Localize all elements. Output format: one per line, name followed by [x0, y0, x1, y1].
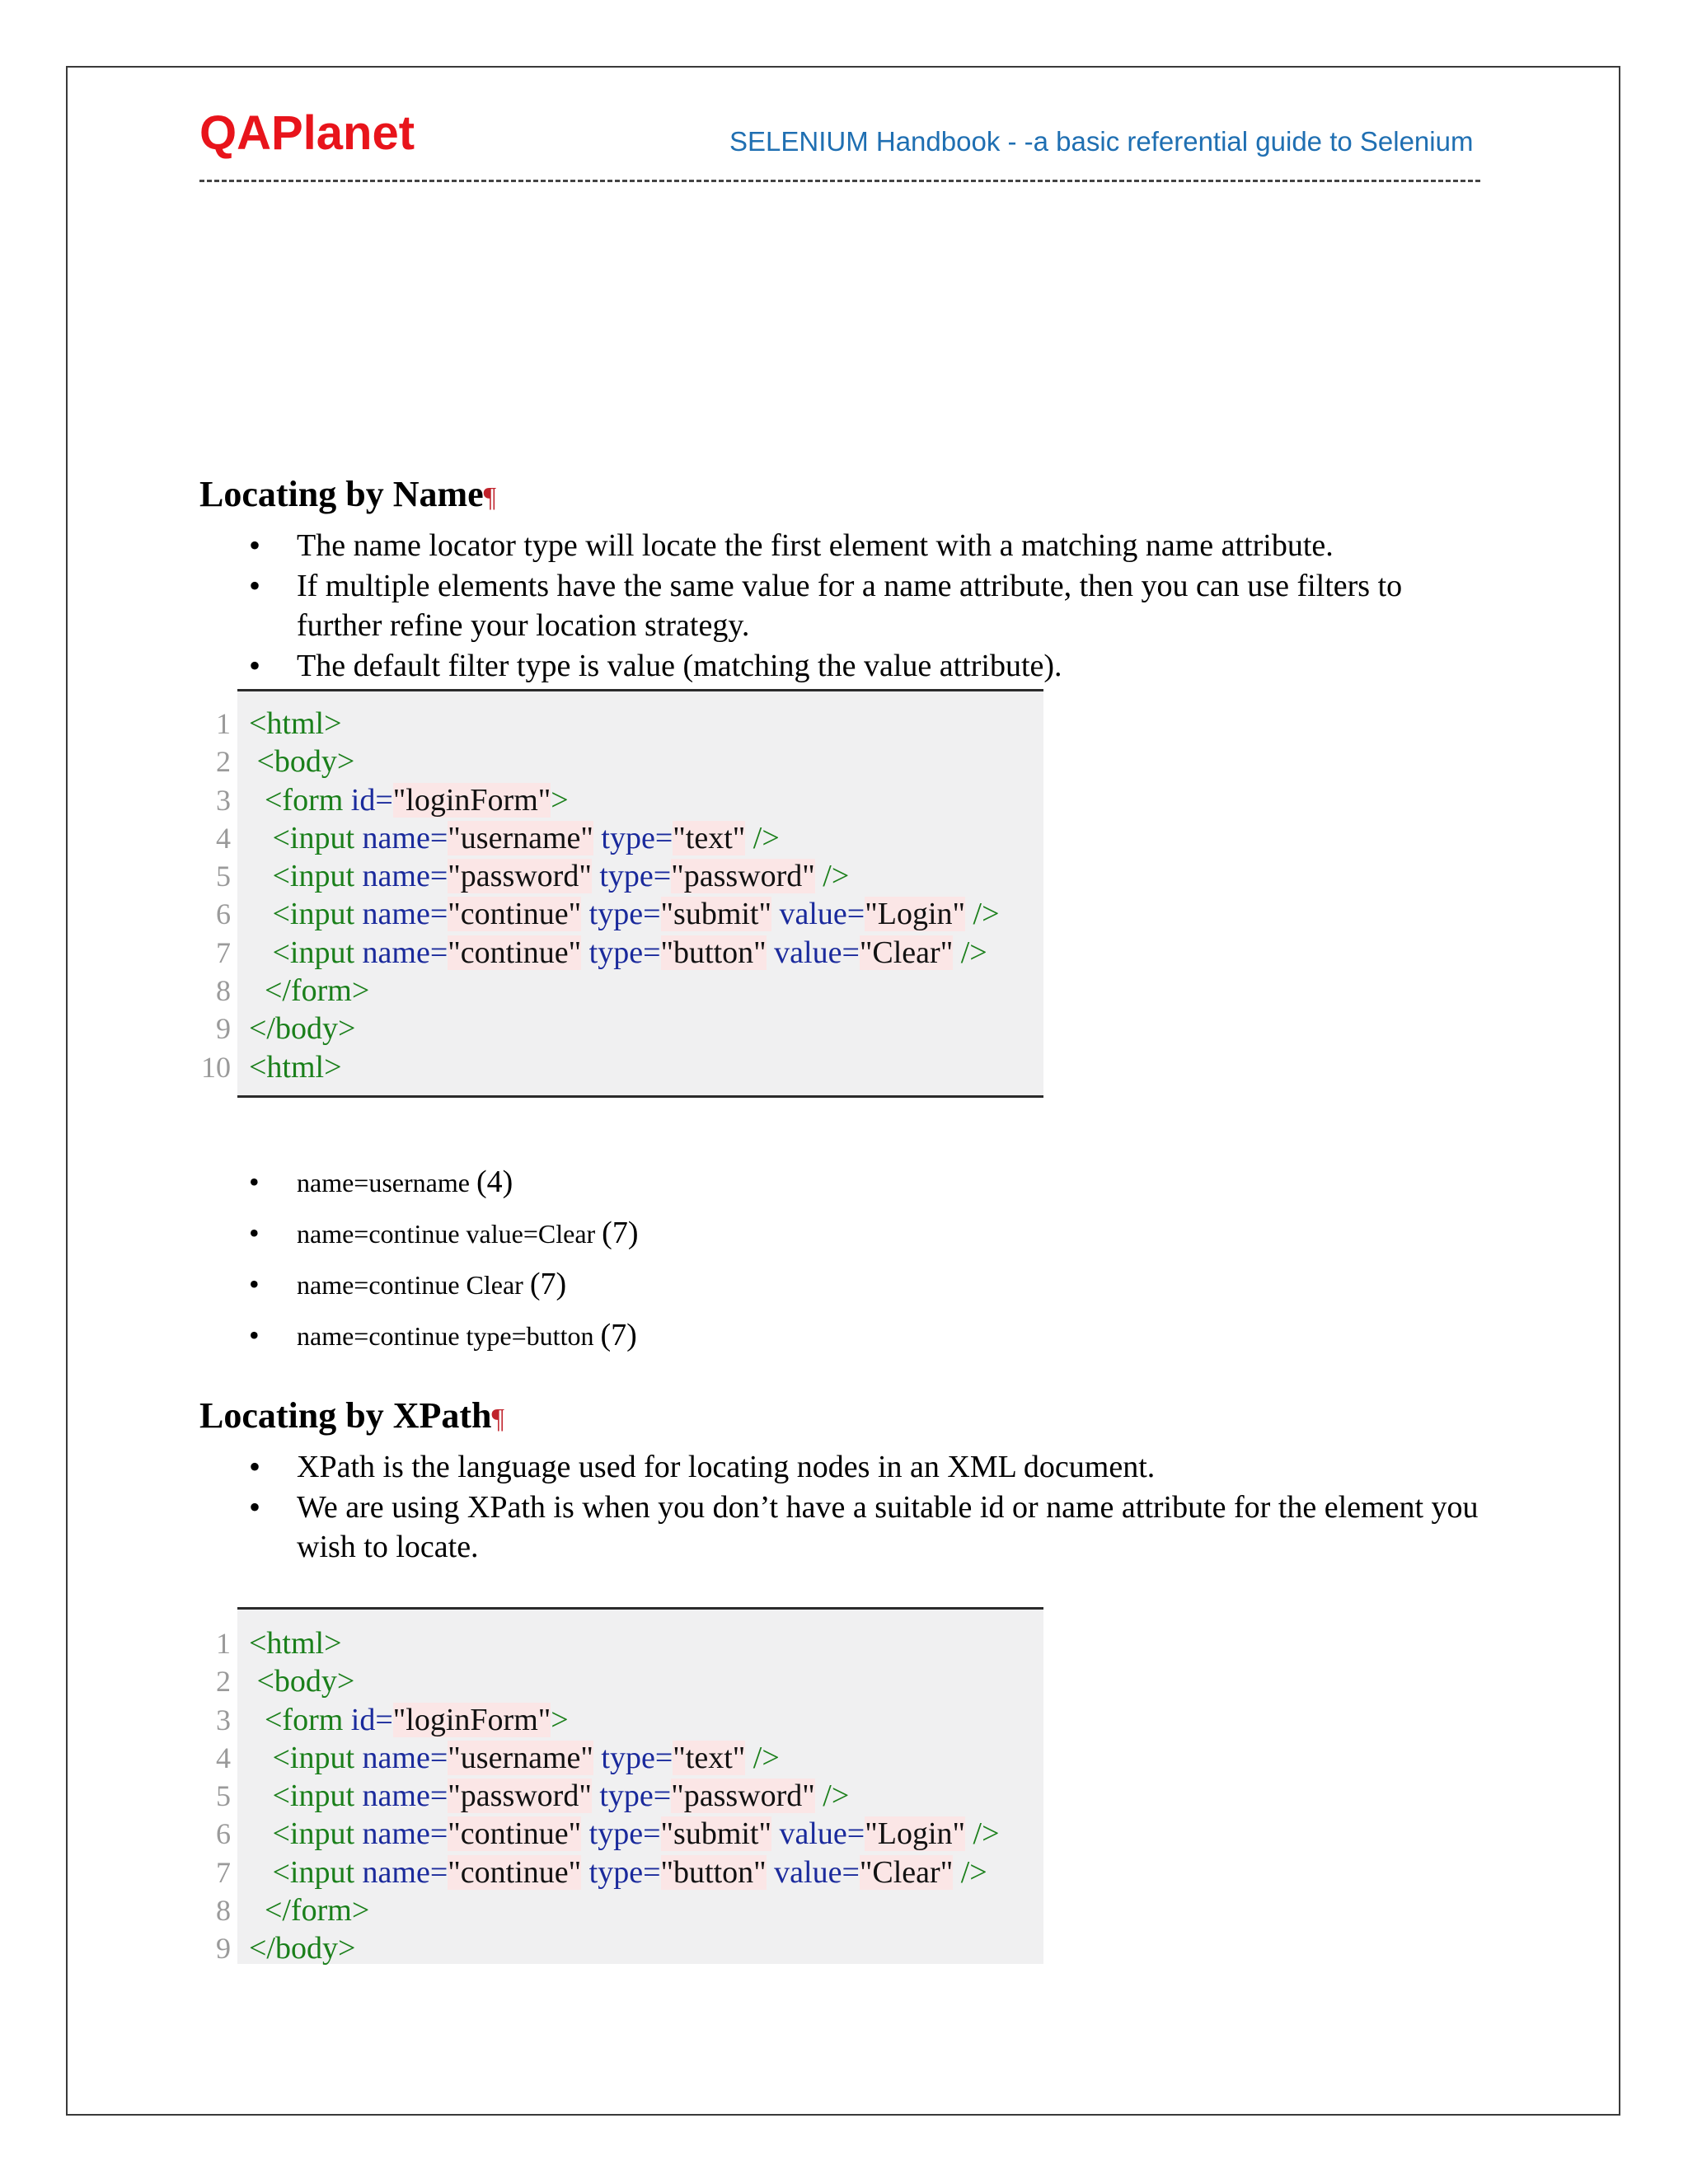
- code-token-attr: id=: [350, 782, 393, 818]
- code-text: [249, 1624, 342, 1662]
- code-token-tag: <html>: [249, 706, 342, 741]
- code-token-tag: />: [814, 859, 850, 894]
- code-token-tag: <body>: [256, 744, 355, 780]
- list-item: • The default filter type is value (matching the value attribute).: [199, 646, 1485, 686]
- code-token-val: "submit": [660, 897, 771, 932]
- code-token-tag: >: [551, 782, 569, 818]
- locator-item: [199, 1310, 638, 1361]
- code-token-attr: value=: [779, 897, 865, 932]
- list-item: • The name locator type will locate the first element with a matching name attribute.: [199, 526, 1485, 565]
- code-token-val: "button": [660, 935, 767, 970]
- code-token-plain: [581, 1816, 589, 1851]
- code-line: [216, 1815, 1043, 1853]
- code-token-val: "password": [671, 859, 815, 894]
- code-token-plain: [767, 1855, 775, 1890]
- code-token-tag: <input: [272, 1740, 363, 1775]
- code-line: [216, 1624, 1043, 1662]
- code-token-plain: [771, 897, 780, 931]
- code-token-tag: <body>: [256, 1664, 355, 1699]
- line-number: 9: [216, 1012, 231, 1046]
- code-text: [249, 895, 1000, 933]
- code-token-plain: [771, 1816, 780, 1851]
- code-text: [249, 743, 354, 780]
- locator-item: [199, 1207, 638, 1258]
- code-token-val: "username": [448, 1740, 593, 1775]
- code-token-attr: id=: [350, 1702, 393, 1737]
- line-number: 1: [216, 707, 231, 740]
- section-heading-name: [199, 470, 496, 523]
- header-divider: [199, 180, 1480, 182]
- code-line: [216, 1701, 1043, 1739]
- code-line: [216, 1010, 1043, 1047]
- code-token-attr: name=: [362, 935, 448, 970]
- code-text: [249, 705, 342, 743]
- code-line: [216, 857, 1043, 895]
- code-token-val: "continue": [448, 1854, 582, 1890]
- code-token-tag: <input: [272, 935, 363, 970]
- code-token-tag: <html>: [249, 1049, 342, 1085]
- header-subtitle: SELENIUM Handbook - -a basic referential guide to Selenium: [729, 126, 1474, 157]
- line-number: 4: [216, 821, 231, 855]
- code-text: [249, 1739, 780, 1777]
- heading-text: Locating by Name: [199, 474, 484, 514]
- locator-text: name=username: [297, 1168, 476, 1197]
- code-token-tag: <input: [272, 820, 363, 855]
- code-line: [216, 1891, 1043, 1929]
- code-block-xpath: [216, 1607, 1043, 1966]
- code-line: [216, 1929, 1043, 1967]
- code-token-val: "Clear": [859, 1854, 954, 1890]
- heading-text: Locating by XPath: [199, 1395, 492, 1436]
- code-token-val: "password": [448, 1779, 592, 1814]
- code-text: [249, 1854, 987, 1891]
- code-token-tag: >: [551, 1702, 569, 1737]
- code-token-val: "submit": [660, 1816, 771, 1852]
- locator-item: [199, 1156, 638, 1207]
- line-reference: (7): [529, 1267, 567, 1301]
- code-token-attr: type=: [601, 1740, 673, 1775]
- code-token-attr: name=: [362, 1854, 448, 1890]
- code-text: [249, 1662, 354, 1700]
- code-token-plain: [581, 897, 589, 931]
- code-token-plain: [581, 1855, 589, 1890]
- code-text: [249, 1010, 355, 1047]
- code-text: [249, 1929, 355, 1967]
- pilcrow-mark: ¶: [483, 482, 497, 513]
- code-line: [216, 743, 1043, 780]
- code-token-tag: <input: [272, 897, 363, 932]
- code-token-val: "loginForm": [392, 1702, 551, 1737]
- code-token-attr: type=: [588, 1854, 661, 1890]
- line-number: 3: [216, 783, 231, 817]
- code-token-tag: />: [965, 1816, 1000, 1852]
- code-line: [216, 705, 1043, 743]
- code-token-plain: [593, 1741, 602, 1775]
- code-token-tag: </body>: [249, 1011, 356, 1047]
- code-line: [201, 1048, 1043, 1086]
- code-block-name: [201, 689, 1043, 1098]
- code-line: [216, 781, 1043, 819]
- code-token-tag: />: [953, 1854, 987, 1890]
- code-token-plain: [593, 821, 602, 855]
- code-text: [249, 1891, 369, 1929]
- code-token-tag: />: [745, 1740, 780, 1775]
- name-bullet-list: [199, 526, 1485, 687]
- code-token-val: "Clear": [859, 935, 954, 970]
- code-token-attr: name=: [362, 1816, 448, 1852]
- code-token-val: "text": [673, 1740, 746, 1775]
- code-token-attr: type=: [599, 859, 672, 894]
- code-token-val: "continue": [448, 935, 582, 970]
- line-number: 9: [216, 1932, 231, 1966]
- line-number: 7: [216, 1855, 231, 1889]
- line-number: 3: [216, 1703, 231, 1736]
- code-token-val: "password": [671, 1779, 815, 1814]
- line-number: 6: [216, 898, 231, 931]
- code-token-val: "continue": [448, 1816, 582, 1852]
- code-text: [249, 781, 569, 819]
- code-text: [249, 1701, 569, 1739]
- line-number: 10: [201, 1050, 231, 1084]
- code-token-val: "continue": [448, 897, 582, 932]
- code-line: [216, 895, 1043, 933]
- code-token-attr: name=: [362, 1779, 448, 1814]
- code-token-val: "text": [673, 820, 746, 855]
- code-token-attr: name=: [362, 859, 448, 894]
- list-item: • We are using XPath is when you don’t have a suitable id or name attribute for the element you wish to locate.: [199, 1488, 1485, 1567]
- code-token-tag: <input: [272, 1816, 363, 1852]
- code-token-attr: name=: [362, 820, 448, 855]
- code-line: [216, 972, 1043, 1010]
- code-token-tag: <input: [272, 1779, 363, 1814]
- code-token-attr: name=: [362, 897, 448, 932]
- code-token-attr: type=: [601, 820, 673, 855]
- code-token-val: "loginForm": [392, 782, 551, 818]
- locator-text: name=continue Clear: [297, 1270, 530, 1300]
- code-line: [216, 1662, 1043, 1700]
- locator-item: [199, 1258, 638, 1310]
- line-number: 2: [216, 1665, 231, 1699]
- code-token-tag: />: [745, 820, 780, 855]
- line-number: 1: [216, 1627, 231, 1660]
- line-number: 7: [216, 935, 231, 969]
- code-token-plain: [592, 859, 600, 893]
- code-token-tag: <html>: [249, 1626, 342, 1661]
- line-number: 8: [216, 1894, 231, 1928]
- code-token-attr: type=: [588, 935, 661, 970]
- line-number: 4: [216, 1741, 231, 1774]
- line-number: 5: [216, 1779, 231, 1813]
- brand-logo-text: QAPlanet: [199, 106, 415, 160]
- code-token-tag: <input: [272, 859, 363, 894]
- xpath-bullet-list: [199, 1447, 1485, 1568]
- list-item: • XPath is the language used for locating nodes in an XML document.: [199, 1447, 1485, 1487]
- code-token-tag: />: [814, 1779, 850, 1814]
- code-token-attr: value=: [779, 1816, 865, 1852]
- code-token-plain: [592, 1779, 600, 1813]
- code-text: [249, 1048, 342, 1086]
- code-token-attr: type=: [599, 1779, 672, 1814]
- section-heading-xpath: [199, 1391, 504, 1444]
- code-token-tag: />: [965, 897, 1000, 932]
- line-reference: (7): [602, 1216, 639, 1250]
- code-token-tag: </body>: [249, 1931, 356, 1966]
- code-token-val: "Login": [865, 897, 966, 932]
- code-token-attr: value=: [774, 1854, 860, 1890]
- code-text: [249, 972, 369, 1010]
- code-token-val: "username": [448, 820, 593, 855]
- name-locator-list: [199, 1156, 638, 1361]
- code-text: [249, 857, 849, 895]
- code-token-val: "button": [660, 1854, 767, 1890]
- locator-text: name=continue value=Clear: [297, 1219, 603, 1249]
- line-number: 5: [216, 860, 231, 893]
- code-token-tag: </form>: [265, 1893, 370, 1929]
- code-line: [216, 1777, 1043, 1815]
- code-line: [216, 1739, 1043, 1777]
- code-text: [249, 934, 987, 972]
- code-token-attr: name=: [362, 1740, 448, 1775]
- code-text: [249, 1777, 849, 1815]
- code-token-attr: type=: [588, 1816, 661, 1852]
- pilcrow-mark: ¶: [491, 1404, 504, 1434]
- code-line: [216, 1854, 1043, 1891]
- code-token-tag: <input: [272, 1854, 363, 1890]
- code-line: [216, 934, 1043, 972]
- locator-text: name=continue type=button: [297, 1321, 601, 1351]
- code-token-tag: <form: [265, 1702, 351, 1737]
- code-text: [249, 1815, 1000, 1853]
- code-token-attr: value=: [774, 935, 860, 970]
- code-token-plain: [581, 935, 589, 970]
- line-number: 8: [216, 974, 231, 1008]
- line-number: 2: [216, 745, 231, 779]
- code-token-plain: [767, 935, 775, 970]
- list-item: • If multiple elements have the same value for a name attribute, then you can use filters to further refine your location strategy.: [199, 566, 1485, 645]
- line-reference: (4): [476, 1165, 513, 1199]
- code-text: [249, 819, 780, 857]
- line-number: 6: [216, 1817, 231, 1851]
- code-token-attr: type=: [588, 897, 661, 932]
- code-token-val: "Login": [865, 1816, 966, 1852]
- code-token-val: "password": [448, 859, 592, 894]
- code-line: [216, 819, 1043, 857]
- code-token-tag: </form>: [265, 973, 370, 1009]
- code-token-tag: />: [953, 935, 987, 970]
- line-reference: (7): [600, 1318, 637, 1352]
- code-token-tag: <form: [265, 782, 351, 818]
